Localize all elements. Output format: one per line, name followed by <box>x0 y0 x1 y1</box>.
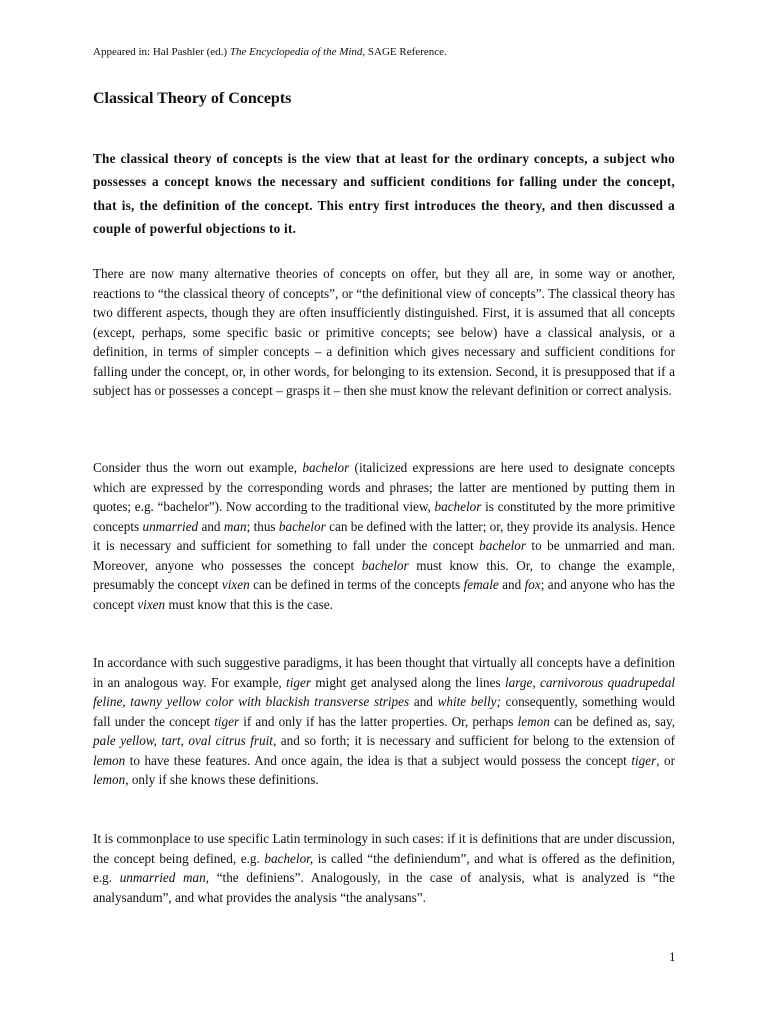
abstract-paragraph: The classical theory of concepts is the view that at least for the ordinary concepts, a subject who possesses a concept knows the necessary and sufficient conditions for falling under the concept, that is, the definition of the concept. This entry first introduces the theory, and then discussed a couple of powerful objections to it. <box>93 151 675 236</box>
text-run: There are now many alternative theories of concepts on offer, but they all are, in some way or another, reactions to “the classical theory of concepts”, or “the definitional view of concepts”. The classical theory has two different aspects, though they are often insufficiently distinguished. First, it is assumed that all concepts (except, perhaps, some specific basic or primitive concepts; see below) have a classical analysis, or a definition, in terms of simpler concepts – a definition which gives necessary and sufficient conditions for falling under the concept, or, in other words, for belonging to its extension. Second, it is presupposed that if a subject has or possesses a concept – grasps it – then she must know the relevant definition or correct analysis. <box>93 266 675 398</box>
text-run: consequently, something would fall under the concept <box>93 694 675 729</box>
body-paragraph-1 <box>93 264 675 401</box>
italic-concept-term: bachelor <box>278 518 326 534</box>
italic-concept-term: vixen <box>137 596 166 612</box>
text-run: can be defined in terms of the concepts <box>249 577 464 592</box>
text-run: , or <box>656 752 675 768</box>
publication-header <box>93 45 447 59</box>
text-run: and <box>498 577 525 592</box>
text-run: , and so forth; it is necessary and sufficient for belong to the extension of <box>272 733 675 748</box>
italic-concept-term: pale yellow, tart, oval citrus fruit <box>93 733 273 748</box>
text-run: Consider thus the worn out example, <box>93 460 303 475</box>
text-run: might get analysed along the lines <box>311 674 505 690</box>
italic-concept-term: lemon <box>93 772 126 787</box>
italic-concept-term: bachelor <box>479 538 527 553</box>
text-run: In accordance with such suggestive paradigms, it has been thought that virtually all concepts have a definition in an analogous way. For example, <box>93 655 675 690</box>
italic-concept-term: large, carnivorous quadrupedal feline, tawny yellow color with blackish transverse stripes <box>93 674 675 709</box>
text-run: can be defined with the latter; or, they provide its analysis. Hence it is necessary and sufficient for something to fall under the concept <box>93 518 675 553</box>
italic-concept-term: unmarried <box>142 518 199 534</box>
text-run: ; thus <box>246 518 279 534</box>
body-paragraph-2 <box>93 458 675 614</box>
italic-concept-term: tiger <box>286 674 312 690</box>
text-run: (italicized expressions are here used to designate concepts which are expressed by the corresponding words and phrases; the latter are mentioned by putting them in quotes; e.g. “bachelor”). Now according to the traditional view, <box>93 460 675 514</box>
text-run: to have these features. And once again, the idea is that a subject would possess the concept <box>125 752 632 768</box>
header-book-title: The Encyclopedia of the Mind <box>229 46 363 58</box>
italic-concept-term: lemon <box>93 752 126 768</box>
italic-concept-term: white belly; <box>437 694 501 709</box>
italic-concept-term: lemon <box>517 713 550 729</box>
text-run: ; and anyone who has the concept <box>93 577 675 612</box>
italic-concept-term: man <box>223 518 247 534</box>
text-run: can be defined as, say, <box>549 713 675 729</box>
italic-concept-term: tiger <box>631 752 657 768</box>
text-run: It is commonplace to use specific Latin terminology in such cases: if it is definitions that are under discussion, the concept being defined, e.g. <box>93 831 675 866</box>
body-paragraph-3 <box>93 653 675 790</box>
italic-concept-term: bachelor <box>361 557 409 573</box>
italic-concept-term: fox <box>524 577 541 592</box>
header-prefix: Appeared in: Hal Pashler (ed.) <box>93 46 230 58</box>
italic-concept-term: unmarried man <box>119 870 206 885</box>
text-run: if and only if has the latter properties. Or, perhaps <box>239 713 518 729</box>
text-run: , “the definiens”. Analogously, in the case of analysis, what is analyzed is “the analysandum”, and what provides the analysis “the analysans”. <box>93 870 675 905</box>
italic-concept-term: tiger <box>214 713 240 729</box>
text-run: is constituted by the more primitive concepts <box>93 499 675 534</box>
text-run: and <box>198 518 224 534</box>
italic-concept-term: vixen <box>221 577 250 592</box>
italic-concept-term: bachelor <box>302 460 350 475</box>
body-paragraph-4 <box>93 829 675 907</box>
italic-concept-term: female <box>463 577 499 592</box>
text-run: and <box>409 694 438 709</box>
italic-concept-term: bachelor <box>434 499 482 514</box>
text-run: , only if she knows these definitions. <box>125 772 319 787</box>
text-run: must know that this is the case. <box>165 596 333 612</box>
header-suffix: , SAGE Reference. <box>362 46 447 58</box>
italic-concept-term: bachelor, <box>264 850 314 866</box>
text-run: to be unmarried and man. Moreover, anyone who possesses the concept <box>93 538 675 573</box>
text-run: must know this. Or, to change the example, presumably the concept <box>93 557 675 592</box>
text-run: is called “the definiendum”, and what is offered as the definition, e.g. <box>93 850 676 885</box>
article-title: Classical Theory of Concepts <box>93 90 292 107</box>
page-number: 1 <box>669 949 676 964</box>
